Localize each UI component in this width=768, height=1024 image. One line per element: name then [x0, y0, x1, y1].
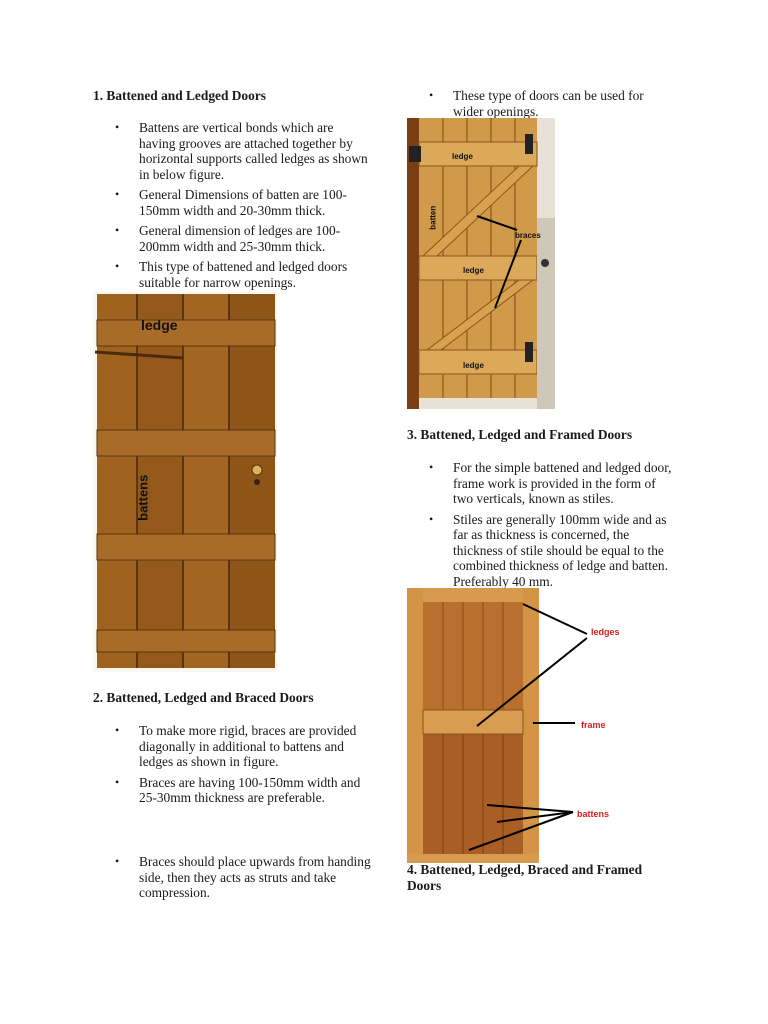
label-battens-wrap — [133, 470, 153, 530]
heading-battened-ledged-framed: 3. Battened, Ledged and Framed Doors — [407, 427, 633, 442]
label-battens-red: battens — [577, 809, 610, 819]
section3-list — [407, 460, 677, 594]
section2-list-continued — [93, 854, 378, 906]
label-ledges: ledges — [591, 627, 620, 637]
heading-battened-ledged: 1. Battened and Ledged Doors — [93, 88, 266, 103]
list-item: • For the simple battened and ledged door, frame work is provided in the form of two verticals, known as stiles. — [407, 460, 677, 507]
label-ledge: ledge — [141, 317, 178, 333]
list-item: • This type of battened and ledged doors suitable for narrow openings. — [93, 259, 373, 290]
list-item: • Battens are vertical bonds which are having grooves are attached together by horizontal supports called ledges as shown in below figure. — [93, 120, 373, 182]
figure-framed-door — [407, 588, 632, 863]
heading-battened-ledged-braced: 2. Battened, Ledged and Braced Doors — [93, 690, 314, 705]
label-ledge-middle: ledge — [463, 266, 484, 275]
list-item: • These type of doors can be used for wider openings. — [407, 88, 677, 119]
label-ledge-top: ledge — [452, 152, 473, 161]
list-item: • Braces should place upwards from handing side, then they acts as struts and take compression. — [93, 854, 378, 901]
list-item: • General Dimensions of batten are 100-150mm width and 20-30mm thick. — [93, 187, 373, 218]
label-batten: batten — [428, 205, 438, 230]
label-frame: frame — [581, 720, 606, 730]
list-item: • Stiles are generally 100mm wide and as far as thickness is concerned, the thickness of stile should be equal to the combined thickness of ledge and batten. Preferably 40 mm. — [407, 512, 677, 590]
list-item: • General dimension of ledges are 100-200mm width and 25-30mm thick. — [93, 223, 373, 254]
section2-list — [93, 723, 378, 811]
list-item: • To make more rigid, braces are provided diagonally in additional to battens and ledges as shown in figure. — [93, 723, 378, 770]
label-ledge-bottom: ledge — [463, 361, 484, 370]
section1-list — [93, 120, 373, 295]
label-batten-wrap — [427, 196, 439, 236]
ledged-door-image — [93, 292, 277, 672]
figure-braced-door — [407, 118, 555, 409]
label-braces: braces — [515, 231, 541, 240]
label-battens: battens — [135, 474, 151, 521]
heading-battened-ledged-braced-framed: 4. Battened, Ledged, Braced and Framed Doors — [407, 862, 643, 893]
figure-ledged-door — [93, 292, 277, 672]
list-item: • Braces are having 100-150mm width and 25-30mm thickness are preferable. — [93, 775, 378, 806]
